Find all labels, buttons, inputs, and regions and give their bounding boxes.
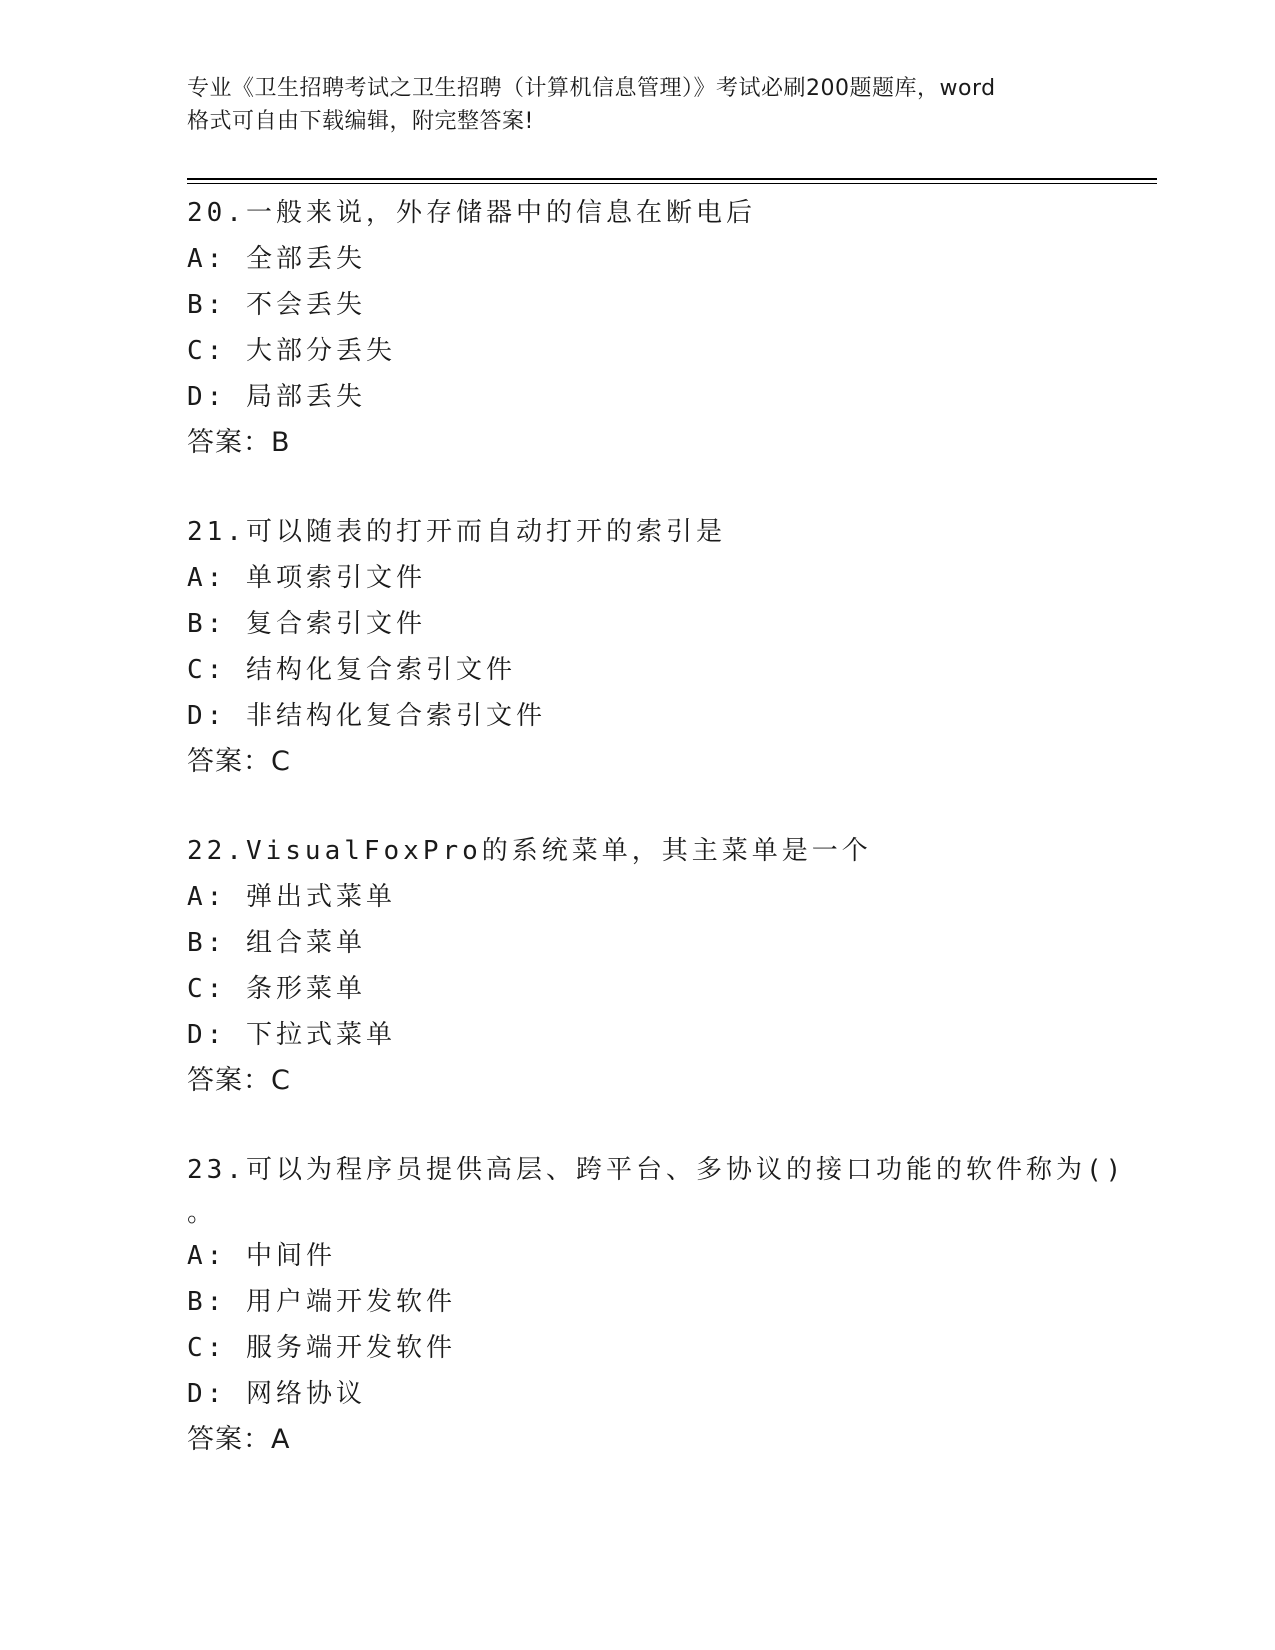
question-text: 20.一般来说，外存储器中的信息在断电后: [187, 198, 756, 228]
option-a: A: 单项索引文件: [187, 563, 426, 593]
header-divider-thick: [187, 178, 1157, 180]
answer-line: 答案：C: [187, 1065, 291, 1096]
option-b: B: 复合索引文件: [187, 609, 426, 639]
option-b: B: 用户端开发软件: [187, 1287, 456, 1317]
question-21: [187, 509, 1087, 785]
option-d: D: 网络协议: [187, 1379, 366, 1409]
option-d: D: 局部丢失: [187, 382, 366, 412]
option-d: D: 下拉式菜单: [187, 1020, 396, 1050]
header-divider-thin: [187, 183, 1157, 184]
option-c: C: 结构化复合索引文件: [187, 655, 516, 685]
option-d: D: 非结构化复合索引文件: [187, 701, 546, 731]
answer-line: 答案：A: [187, 1424, 291, 1455]
option-a: A: 中间件: [187, 1241, 336, 1271]
option-a: A: 弹出式菜单: [187, 882, 396, 912]
answer-line: 答案：C: [187, 746, 291, 777]
question-text: 21.可以随表的打开而自动打开的索引是: [187, 517, 726, 547]
option-a: A: 全部丢失: [187, 244, 366, 274]
option-b: B: 不会丢失: [187, 290, 366, 320]
option-b: B: 组合菜单: [187, 928, 366, 958]
header-line-1: 专业《卫生招聘考试之卫生招聘（计算机信息管理）》考试必刷200题题库，word: [187, 76, 996, 101]
question-22: [187, 828, 1087, 1104]
question-text: 22.VisualFoxPro的系统菜单，其主菜单是一个: [187, 836, 872, 866]
option-c: C: 服务端开发软件: [187, 1333, 456, 1363]
question-text: 23.可以为程序员提供高层、跨平台、多协议的接口功能的软件称为(): [187, 1155, 1126, 1185]
document-header: [187, 72, 1087, 138]
question-list: [187, 190, 1126, 1506]
header-line-2: 格式可自由下载编辑，附完整答案!: [187, 109, 534, 134]
option-c: C: 大部分丢失: [187, 336, 396, 366]
question-text-continuation: 。: [187, 1198, 218, 1228]
question-20: [187, 190, 1087, 466]
question-23: [187, 1147, 1126, 1463]
answer-line: 答案：B: [187, 427, 291, 458]
option-c: C: 条形菜单: [187, 974, 366, 1004]
